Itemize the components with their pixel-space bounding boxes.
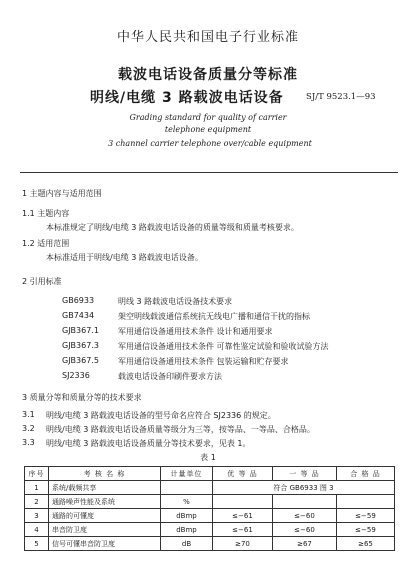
table-row [25, 537, 395, 551]
cell-no: 2 [25, 495, 49, 509]
cell-unit: dBmp [161, 523, 213, 537]
document-title: 载波电话设备质量分等标准 [118, 67, 298, 83]
col-header-qualified: 合 格 品 [337, 467, 395, 481]
table-header-row [25, 467, 395, 481]
cell-first: ≥67 [273, 537, 337, 551]
cell-name: 通路噪声性能及系统 [49, 495, 161, 509]
cell-first: ≤−60 [273, 523, 337, 537]
table-row [25, 509, 395, 523]
col-header-excellent: 优 等 品 [213, 467, 273, 481]
table-row [25, 495, 395, 509]
clause-text: 明线/电缆 3 路载波电话设备质量等级分为三等，按等品、一等品、合格品。 [46, 425, 315, 434]
cell-no: 3 [25, 509, 49, 523]
cell-unit: dBmp [161, 509, 213, 523]
ref-code: GJB367.1 [62, 326, 99, 335]
clause-number: 3.3 [22, 438, 35, 447]
document-subtitle: 明线/电缆 3 路载波电话设备 [90, 90, 284, 106]
col-header-no: 序号 [25, 467, 49, 481]
cell-excellent: ≤−61 [213, 509, 273, 523]
clause-text: 明线/电缆 3 路载波电话设备的型号命名应符合 SJ2336 的规定。 [46, 411, 276, 420]
cell-name: 通路的可懂度 [49, 509, 161, 523]
cell-excellent [213, 495, 273, 509]
ref-code: GJB367.3 [62, 341, 99, 350]
section-1-1-text: 本标准规定了明线/电缆 3 路载波电话设备的质量等级和质量考核要求。 [46, 223, 299, 232]
ref-title: 军用通信设备通用技术条件 包装运输和贮存要求 [118, 357, 289, 366]
cell-excellent: ≤−61 [213, 523, 273, 537]
ref-title: 军用通信设备通用技术条件 设计和通用要求 [118, 327, 273, 336]
cell-name: 系统/载频共享 [49, 481, 161, 495]
cell-unit: dB [161, 537, 213, 551]
col-header-first: 一 等 品 [273, 467, 337, 481]
ref-title: 载波电话设备印刷件要求方法 [118, 372, 222, 381]
cell-unit [161, 481, 213, 495]
cell-excellent: ≥70 [213, 537, 273, 551]
cell-requirement-merged: 符合 GB6933 图 3 [213, 481, 395, 495]
section-3-heading: 3 质量分等和质量分等的技术要求 [22, 393, 142, 402]
clause-number: 3.1 [22, 410, 35, 419]
clause-text: 明线/电缆 3 路载波电话设备质量分等技术要求，见表 1。 [46, 439, 251, 448]
publisher-header: 中华人民共和国电子行业标准 [116, 30, 299, 45]
section-1-2-heading: 1.2 适用范围 [22, 239, 70, 248]
ref-title: 军用通信设备通用技术条件 可靠性鉴定试验和验收试验方法 [118, 342, 329, 351]
ref-code: GB7434 [62, 311, 95, 320]
ref-code: GJB367.5 [62, 356, 99, 365]
section-1-heading: 1 主题内容与适用范围 [22, 189, 102, 198]
col-header-name: 考 核 名 称 [49, 467, 161, 481]
cell-name: 信号可懂串音防卫度 [49, 537, 161, 551]
cell-first [273, 495, 337, 509]
section-1-1-heading: 1.1 主题内容 [22, 209, 70, 218]
grading-table [24, 466, 395, 551]
cell-no: 1 [25, 481, 49, 495]
cell-unit: % [161, 495, 213, 509]
cell-name: 串音防卫度 [49, 523, 161, 537]
section-1-2-text: 本标准适用于明线/电缆 3 路载波电话设备。 [46, 253, 203, 262]
cell-qualified: ≤−59 [337, 523, 395, 537]
english-title-line2: telephone equipment [164, 125, 252, 134]
english-title-line1: Grading standard for quality of carrier [129, 113, 287, 122]
table-row [25, 481, 395, 495]
col-header-unit: 计量单位 [161, 467, 213, 481]
table-caption: 表 1 [200, 453, 216, 462]
cell-qualified: ≥65 [337, 537, 395, 551]
cell-qualified: ≤−59 [337, 509, 395, 523]
cell-first: ≤−60 [273, 509, 337, 523]
ref-title: 明线 3 路载波电话设备技术要求 [118, 297, 233, 306]
section-2-heading: 2 引用标准 [22, 277, 62, 286]
header-divider [20, 172, 398, 173]
cell-no: 5 [25, 537, 49, 551]
table-row [25, 523, 395, 537]
ref-code: GB6933 [62, 296, 95, 305]
ref-title: 架空明线载波通信系统抗无线电广播和通信干扰的指标 [118, 312, 310, 321]
ref-code: SJ2336 [62, 371, 90, 380]
english-title-line3: 3 channel carrier telephone over/cable equipment [108, 139, 312, 148]
standard-number: SJ/T 9523.1—93 [306, 92, 376, 102]
cell-no: 4 [25, 523, 49, 537]
cell-qualified [337, 495, 395, 509]
clause-number: 3.2 [22, 424, 35, 433]
